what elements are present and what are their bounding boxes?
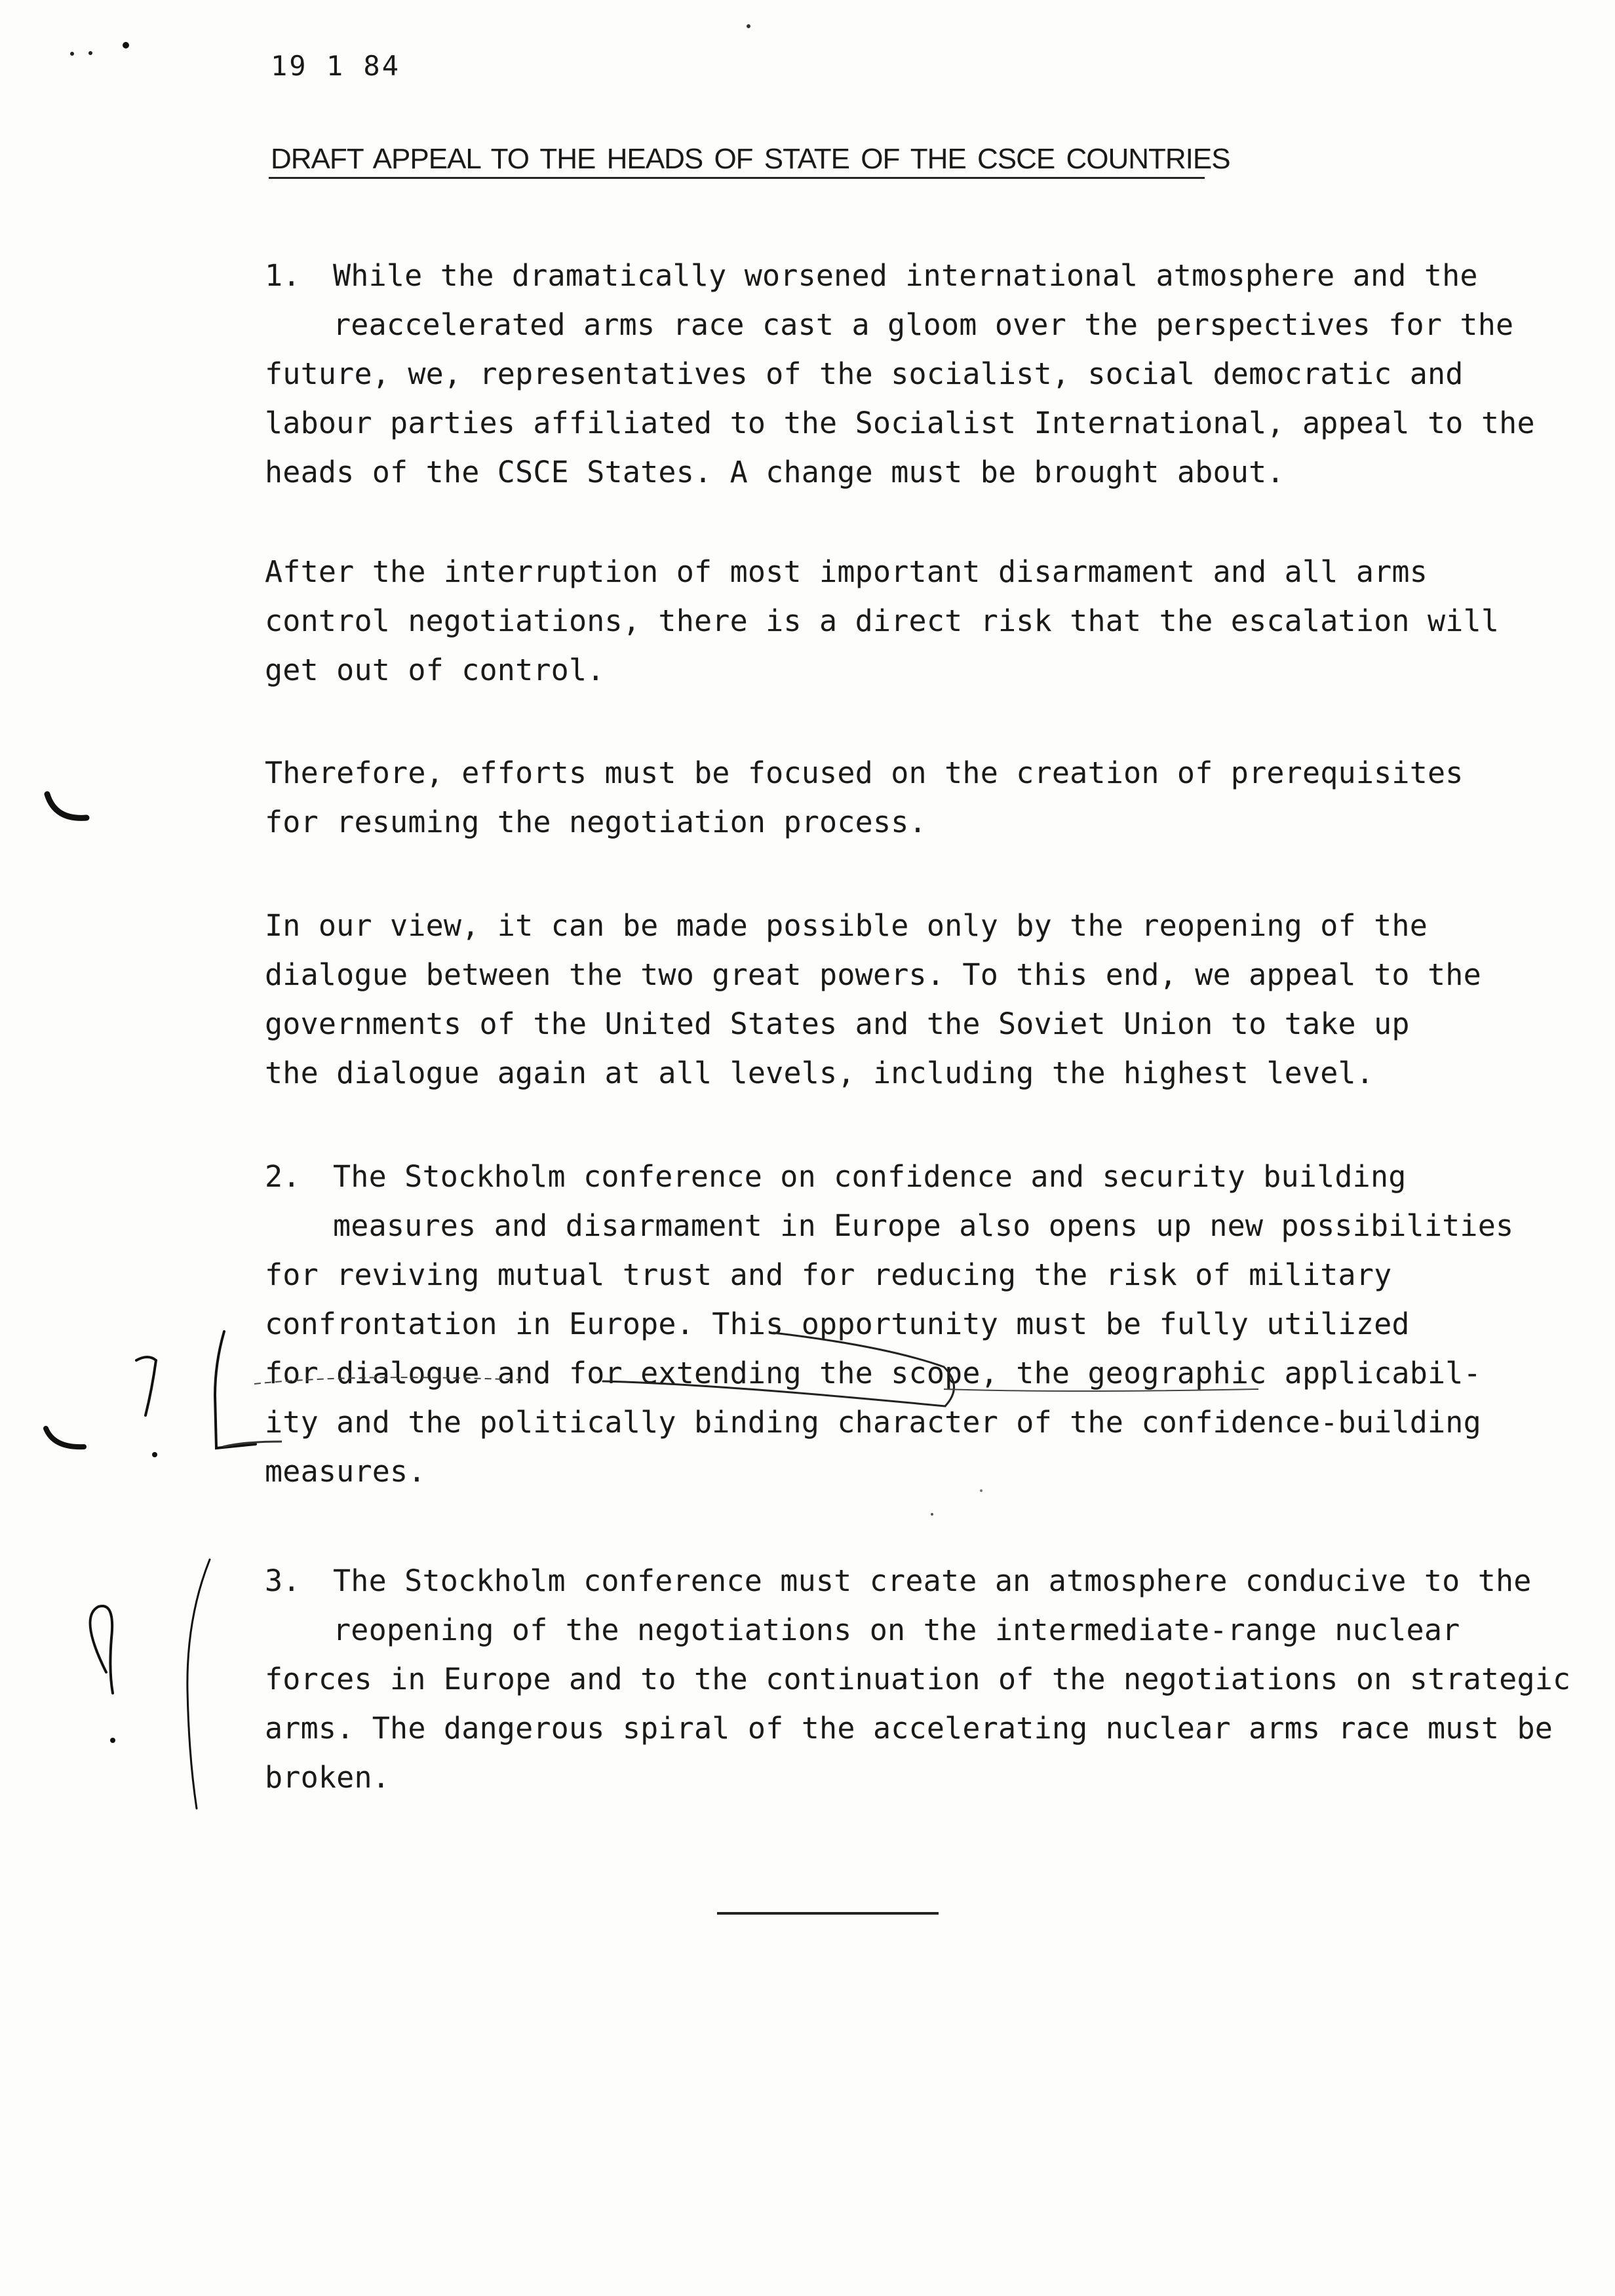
paragraph-number: 3. <box>265 1563 301 1598</box>
margin-bracket <box>187 1559 210 1808</box>
paragraph-line: The Stockholm conference on confidence and security building <box>333 1159 1407 1194</box>
scan-speck <box>123 42 129 48</box>
scan-speck <box>152 1452 157 1457</box>
paragraph-2 <box>265 1152 1514 1496</box>
paragraph-line: ity and the politically binding character of the confidence-building <box>265 1405 1481 1440</box>
scan-speck <box>931 1513 933 1516</box>
check-mark-icon <box>47 794 87 818</box>
paragraph-line: for reviving mutual trust and for reducing the risk of military <box>265 1257 1392 1292</box>
paragraph-line: dialogue between the two great powers. To this end, we appeal to the <box>265 957 1481 992</box>
handwritten-nine-icon <box>90 1606 113 1693</box>
paragraph-line: While the dramatically worsened international atmosphere and the <box>333 258 1478 293</box>
paragraph-3 <box>265 1556 1571 1802</box>
check-mark-icon <box>46 1428 84 1447</box>
paragraph-line: get out of control. <box>265 653 605 687</box>
scan-speck <box>88 51 92 55</box>
paragraph-line: for resuming the negotiation process. <box>265 805 927 839</box>
paragraph-1d <box>265 901 1497 1098</box>
paragraph-line: the dialogue again at all levels, including the highest level. <box>265 1056 1374 1090</box>
scan-speck <box>110 1738 115 1743</box>
paragraph-1c <box>265 748 1497 847</box>
paragraph-line: for dialogue and for extending the scope, the geographic applicabil- <box>265 1356 1481 1390</box>
margin-bracket <box>215 1331 256 1448</box>
paragraph-line: forces in Europe and to the continuation of the negotiations on strategic <box>265 1662 1571 1696</box>
paragraph-line: heads of the CSCE States. A change must be brought about. <box>265 455 1285 489</box>
paragraph-line: After the interruption of most important disarmament and all arms <box>265 554 1428 589</box>
paragraph-number: 2. <box>265 1159 301 1194</box>
paragraph-line: labour parties affiliated to the Socialist International, appeal to the <box>265 406 1535 440</box>
paragraph-line: measures and disarmament in Europe also opens up new possibilities <box>333 1208 1514 1243</box>
paragraph-line: measures. <box>265 1454 426 1489</box>
scan-speck <box>747 24 750 28</box>
paragraph-line: In our view, it can be made possible only by the reopening of the <box>265 908 1428 943</box>
paragraph-1 <box>265 251 1535 497</box>
paragraph-line: broken. <box>265 1760 391 1795</box>
paragraph-number: 1. <box>265 258 301 293</box>
paragraph-line: Therefore, efforts must be focused on the creation of prerequisites <box>265 756 1464 790</box>
document-title: DRAFT APPEAL TO THE HEADS OF STATE OF THE CSCE COUNTRIES <box>271 143 1230 175</box>
paragraph-line: arms. The dangerous spiral of the accelerating nuclear arms race must be <box>265 1711 1553 1746</box>
scan-speck <box>70 52 74 56</box>
paragraph-line: future, we, representatives of the socialist, social democratic and <box>265 356 1464 391</box>
paragraph-1b <box>265 547 1500 695</box>
paragraph-line: reopening of the negotiations on the intermediate-range nuclear <box>333 1613 1460 1647</box>
paragraph-line: control negotiations, there is a direct risk that the escalation will <box>265 603 1500 638</box>
paragraph-line: confrontation in Europe. This opportunity must be fully utilized <box>265 1307 1410 1341</box>
title-underline <box>269 177 1205 179</box>
document-date: 19 1 84 <box>271 50 401 82</box>
handwritten-seven-icon <box>136 1357 156 1415</box>
end-rule <box>717 1912 939 1915</box>
paragraph-line: reaccelerated arms race cast a gloom over the perspectives for the <box>333 307 1514 342</box>
paragraph-line: The Stockholm conference must create an atmosphere conducive to the <box>333 1563 1532 1598</box>
paragraph-line: governments of the United States and the Soviet Union to take up <box>265 1006 1410 1041</box>
